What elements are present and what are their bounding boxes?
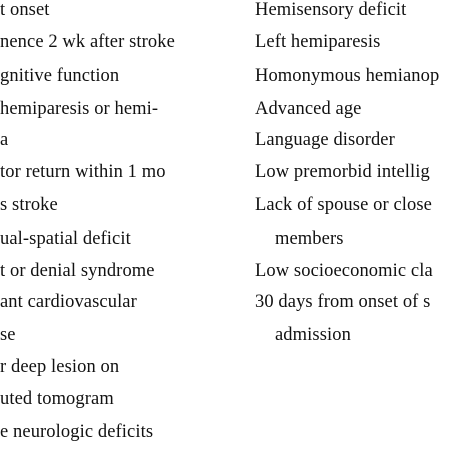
right-column-line-5: Language disorder: [255, 130, 395, 150]
right-column-line-1: Hemisensory deficit: [255, 0, 407, 20]
right-column-line-11: admission: [275, 325, 351, 345]
left-column-line-10: ant cardiovascular: [0, 292, 137, 312]
left-column-line-5: a: [0, 130, 9, 150]
right-column-line-3: Homonymous hemianop: [255, 66, 440, 86]
left-column-line-8: ual-spatial deficit: [0, 229, 131, 249]
left-column-line-13: uted tomogram: [0, 389, 114, 409]
right-column-line-10: 30 days from onset of s: [255, 292, 431, 312]
right-column-line-8: members: [275, 229, 344, 249]
right-column-line-7: Lack of spouse or close: [255, 195, 432, 215]
left-column-line-3: gnitive function: [0, 66, 120, 86]
left-column-line-9: t or denial syndrome: [0, 261, 155, 281]
right-column-line-9: Low socioeconomic cla: [255, 261, 433, 281]
right-column-line-4: Advanced age: [255, 99, 362, 119]
left-column-line-11: se: [0, 325, 16, 345]
left-column-line-6: tor return within 1 mo: [0, 162, 166, 182]
left-column-line-2: nence 2 wk after stroke: [0, 32, 175, 52]
left-column-line-7: s stroke: [0, 195, 58, 215]
right-column-line-6: Low premorbid intellig: [255, 162, 430, 182]
left-column-line-12: r deep lesion on: [0, 357, 120, 377]
left-column-line-4: hemiparesis or hemi-: [0, 99, 159, 119]
left-column-line-1: t onset: [0, 0, 50, 20]
right-column-line-2: Left hemiparesis: [255, 32, 381, 52]
left-column-line-14: e neurologic deficits: [0, 422, 154, 442]
